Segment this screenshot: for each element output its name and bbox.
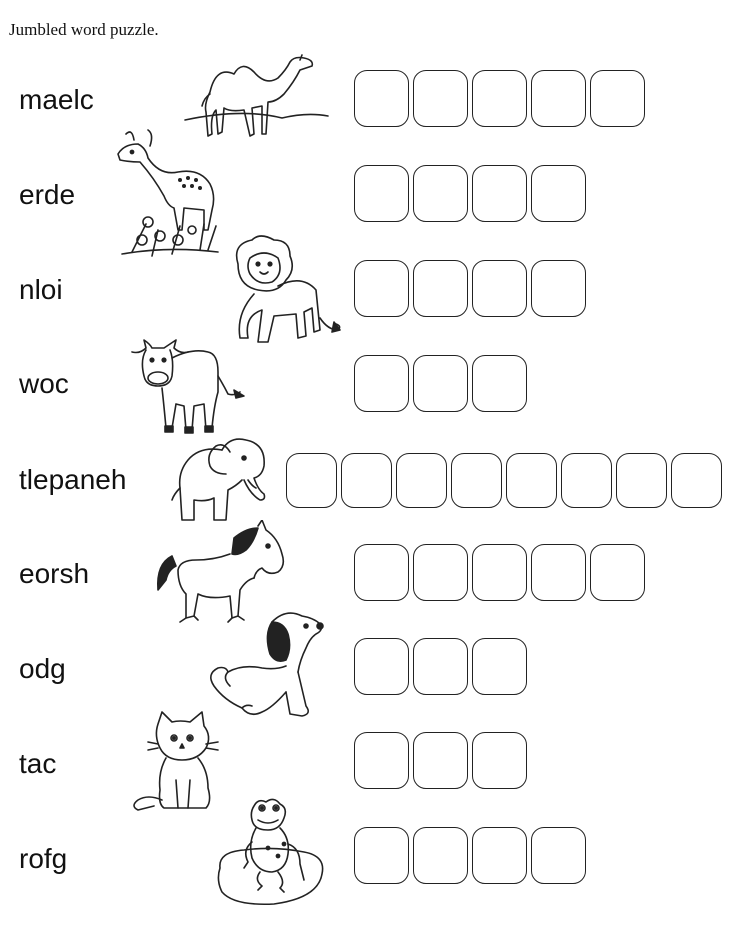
jumbled-word: tlepaneh: [19, 464, 127, 495]
answer-boxes[interactable]: [354, 638, 531, 695]
jumbled-word: woc: [19, 368, 69, 399]
answer-boxes[interactable]: [354, 260, 590, 317]
letter-box[interactable]: [472, 260, 527, 317]
answer-boxes[interactable]: [354, 827, 590, 884]
letter-box[interactable]: [413, 638, 468, 695]
letter-box[interactable]: [472, 355, 527, 412]
letter-box[interactable]: [472, 827, 527, 884]
letter-box[interactable]: [354, 827, 409, 884]
letter-box[interactable]: [472, 165, 527, 222]
dog-icon: [202, 608, 326, 724]
letter-box[interactable]: [451, 453, 502, 508]
letter-box[interactable]: [286, 453, 337, 508]
letter-box[interactable]: [531, 827, 586, 884]
jumbled-word: nloi: [19, 274, 63, 305]
letter-box[interactable]: [354, 355, 409, 412]
deer-icon: [112, 126, 224, 260]
letter-box[interactable]: [531, 260, 586, 317]
letter-box[interactable]: [472, 70, 527, 127]
letter-box[interactable]: [671, 453, 722, 508]
letter-box[interactable]: [354, 544, 409, 601]
letter-box[interactable]: [472, 638, 527, 695]
letter-box[interactable]: [354, 70, 409, 127]
answer-boxes[interactable]: [354, 544, 649, 601]
letter-box[interactable]: [396, 453, 447, 508]
letter-box[interactable]: [354, 260, 409, 317]
letter-box[interactable]: [531, 165, 586, 222]
answer-boxes[interactable]: [354, 165, 590, 222]
letter-box[interactable]: [354, 732, 409, 789]
letter-box[interactable]: [413, 165, 468, 222]
letter-box[interactable]: [590, 544, 645, 601]
cat-icon: [128, 710, 222, 814]
answer-boxes[interactable]: [354, 355, 531, 412]
letter-box[interactable]: [413, 70, 468, 127]
lion-icon: [228, 234, 344, 346]
jumbled-word: erde: [19, 179, 76, 210]
cow-icon: [130, 336, 248, 438]
letter-box[interactable]: [531, 70, 586, 127]
letter-box[interactable]: [472, 544, 527, 601]
jumbled-word: eorsh: [19, 558, 90, 589]
jumbled-word: odg: [19, 653, 66, 684]
letter-box[interactable]: [413, 260, 468, 317]
letter-box[interactable]: [413, 355, 468, 412]
letter-box[interactable]: [531, 544, 586, 601]
letter-box[interactable]: [354, 165, 409, 222]
jumbled-word: tac: [19, 748, 57, 779]
letter-box[interactable]: [413, 544, 468, 601]
letter-box[interactable]: [590, 70, 645, 127]
answer-boxes[interactable]: [354, 70, 649, 127]
letter-box[interactable]: [341, 453, 392, 508]
answer-boxes[interactable]: [354, 732, 531, 789]
frog-icon: [214, 796, 328, 914]
letter-box[interactable]: [413, 827, 468, 884]
letter-box[interactable]: [354, 638, 409, 695]
letter-box[interactable]: [472, 732, 527, 789]
elephant-icon: [170, 436, 272, 528]
letter-box[interactable]: [561, 453, 612, 508]
letter-box[interactable]: [616, 453, 667, 508]
answer-boxes[interactable]: [286, 453, 726, 508]
jumbled-word: maelc: [19, 84, 94, 115]
letter-box[interactable]: [413, 732, 468, 789]
jumbled-word: rofg: [19, 843, 68, 874]
worksheet-title: Jumbled word puzzle.: [9, 20, 159, 39]
letter-box[interactable]: [506, 453, 557, 508]
